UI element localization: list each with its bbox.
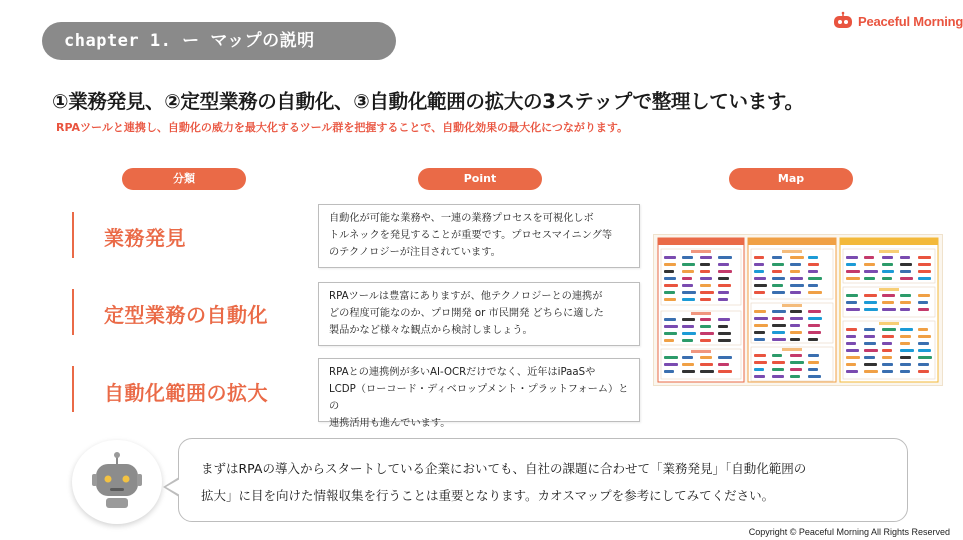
category-label: 自動化範囲の拡大 (104, 381, 268, 405)
map-vendor-logo (790, 375, 800, 378)
map-vendor-logo (918, 335, 931, 338)
map-vendor-logo (918, 370, 929, 373)
map-vendor-logo (882, 328, 896, 331)
category-label: 業務発見 (104, 226, 186, 250)
map-vendor-logo (664, 270, 674, 273)
map-vendor-logo (664, 318, 676, 321)
map-vendor-logo (682, 284, 693, 287)
map-vendor-logo (882, 335, 894, 338)
map-vendor-logo (808, 338, 818, 341)
map-vendor-logo (754, 324, 768, 327)
map-vendor-logo (682, 256, 693, 259)
map-vendor-logo (918, 349, 931, 352)
column-category: 分類 (122, 168, 246, 190)
map-vendor-logo (718, 325, 728, 328)
map-vendor-logo (846, 270, 860, 273)
map-vendor-logo (772, 263, 784, 266)
map-vendor-logo (682, 291, 696, 294)
map-vendor-logo (754, 310, 766, 313)
point-line: LCDP（ローコード・ディベロップメント・プラットフォーム）との (329, 384, 629, 412)
map-vendor-logo (900, 335, 911, 338)
map-vendor-logo (882, 349, 892, 352)
map-vendor-logo (900, 263, 912, 266)
map-vendor-logo (772, 375, 784, 378)
map-vendor-logo (790, 317, 803, 320)
map-vendor-logo (790, 324, 800, 327)
chapter-title: chapter 1. ー マップの説明 (42, 22, 396, 60)
map-vendor-logo (864, 335, 875, 338)
map-vendor-logo (682, 363, 694, 366)
map-vendor-logo (900, 363, 911, 366)
column-point: Point (418, 168, 542, 190)
map-vendor-logo (790, 368, 802, 371)
map-vendor-logo (808, 368, 818, 371)
map-vendor-logo (700, 291, 714, 294)
map-vendor-logo (918, 308, 929, 311)
map-vendor-logo (754, 338, 765, 341)
robot-avatar (72, 440, 162, 524)
map-vendor-logo (882, 270, 894, 273)
map-vendor-logo (846, 370, 858, 373)
map-vendor-logo (808, 375, 821, 378)
map-vendor-logo (772, 368, 784, 371)
map-vendor-logo (772, 331, 785, 334)
map-vendor-logo (808, 256, 818, 259)
map-vendor-logo (772, 317, 784, 320)
map-vendor-logo (882, 370, 893, 373)
map-subsection-label (879, 288, 899, 291)
map-vendor-logo (900, 301, 911, 304)
map-vendor-logo (754, 256, 764, 259)
map-vendor-logo (682, 318, 695, 321)
map-vendor-logo (864, 342, 876, 345)
map-vendor-logo (772, 256, 782, 259)
map-vendor-logo (864, 294, 877, 297)
map-vendor-logo (700, 339, 711, 342)
map-vendor-logo (718, 256, 732, 259)
map-vendor-logo (790, 361, 804, 364)
brand-name: Peaceful Morning (858, 13, 963, 29)
map-vendor-logo (700, 370, 714, 373)
map-vendor-logo (754, 291, 765, 294)
map-vendor-logo (700, 318, 711, 321)
point-line: RPAツールは豊富にありますが、他テクノロジーとの連携が (329, 291, 603, 302)
map-vendor-logo (664, 339, 674, 342)
map-vendor-logo (790, 291, 801, 294)
column-map: Map (729, 168, 853, 190)
speech-bubble (178, 438, 908, 522)
map-subsection-label (879, 250, 899, 253)
map-subsection (751, 303, 833, 343)
map-vendor-logo (808, 291, 822, 294)
map-vendor-logo (790, 277, 803, 280)
point-line: トルネックを発見することが重要です。プロセスマイニング等 (329, 230, 613, 241)
speech-tail-fill (166, 479, 180, 495)
map-vendor-logo (754, 284, 767, 287)
point-line: 自動化が可能な業務や、一連の業務プロセスを可視化しボ (329, 213, 594, 224)
map-subsection-label (691, 250, 711, 253)
map-vendor-logo (918, 294, 930, 297)
point-line: 連携活用も進んでいます。 (329, 418, 451, 429)
map-vendor-logo (846, 256, 858, 259)
map-vendor-logo (664, 356, 678, 359)
point-box (318, 204, 640, 268)
map-vendor-logo (754, 354, 766, 357)
map-vendor-logo (718, 298, 728, 301)
map-subsection-label (691, 312, 711, 315)
map-vendor-logo (718, 291, 729, 294)
map-vendor-logo (772, 324, 786, 327)
map-vendor-logo (808, 361, 819, 364)
map-vendor-logo (790, 310, 802, 313)
map-vendor-logo (754, 331, 765, 334)
map-vendor-logo (754, 317, 768, 320)
map-vendor-logo (846, 363, 856, 366)
headline: ①業務発見、②定型業務の自動化、③自動化範囲の拡大の3ステップで整理しています。 (52, 90, 804, 113)
map-vendor-logo (664, 370, 674, 373)
map-vendor-logo (900, 256, 910, 259)
map-vendor-logo (918, 263, 931, 266)
map-vendor-logo (918, 363, 929, 366)
map-vendor-logo (700, 332, 714, 335)
map-vendor-logo (790, 263, 801, 266)
map-vendor-logo (718, 356, 732, 359)
map-vendor-logo (790, 338, 800, 341)
robot-logo-icon (832, 12, 854, 30)
point-line: RPAとの連携例が多いAI-OCRだけでなく、近年はiPaaSや (329, 367, 596, 378)
map-vendor-logo (900, 356, 911, 359)
map-vendor-logo (754, 361, 767, 364)
map-vendor-logo (864, 370, 878, 373)
map-vendor-logo (918, 328, 928, 331)
map-vendor-logo (700, 363, 713, 366)
map-vendor-logo (900, 328, 913, 331)
map-subsection-label (782, 348, 802, 351)
category-bar (72, 366, 74, 412)
map-vendor-logo (846, 294, 858, 297)
map-vendor-logo (864, 256, 874, 259)
map-vendor-logo (772, 291, 785, 294)
map-vendor-logo (682, 298, 695, 301)
map-vendor-logo (664, 332, 677, 335)
map-vendor-logo (808, 284, 818, 287)
map-vendor-logo (918, 270, 931, 273)
map-vendor-logo (772, 310, 786, 313)
map-vendor-logo (700, 325, 711, 328)
map-vendor-logo (754, 368, 764, 371)
map-vendor-logo (846, 301, 857, 304)
map-section-header (658, 238, 744, 245)
map-vendor-logo (664, 263, 676, 266)
map-vendor-logo (882, 363, 893, 366)
map-vendor-logo (918, 356, 932, 359)
map-vendor-logo (900, 277, 913, 280)
map-vendor-logo (700, 277, 712, 280)
map-vendor-logo (664, 291, 675, 294)
map-vendor-logo (700, 356, 712, 359)
map-vendor-logo (718, 370, 732, 373)
map-vendor-logo (682, 332, 696, 335)
speech-line: まずはRPAの導入からスタートしている企業においても、自社の課題に合わせて「業務発見」「自動化範囲の (201, 461, 807, 476)
map-vendor-logo (700, 263, 710, 266)
robot-icon (72, 440, 162, 524)
map-vendor-logo (754, 375, 765, 378)
map-section-header (748, 238, 836, 245)
map-vendor-logo (790, 354, 802, 357)
map-vendor-logo (846, 308, 860, 311)
map-vendor-logo (846, 335, 856, 338)
map-vendor-logo (846, 342, 856, 345)
map-vendor-logo (918, 277, 931, 280)
map-vendor-logo (772, 338, 786, 341)
map-vendor-logo (718, 318, 730, 321)
brand-logo (832, 12, 963, 30)
map-vendor-logo (682, 325, 694, 328)
map-vendor-logo (864, 277, 875, 280)
map-vendor-logo (918, 256, 931, 259)
map-subsection-label (879, 322, 899, 325)
map-vendor-logo (882, 256, 893, 259)
map-vendor-logo (718, 270, 732, 273)
map-vendor-logo (682, 270, 694, 273)
map-vendor-logo (700, 298, 711, 301)
map-vendor-logo (808, 324, 820, 327)
map-vendor-logo (664, 284, 678, 287)
map-vendor-logo (808, 263, 819, 266)
map-vendor-logo (772, 284, 783, 287)
map-vendor-logo (700, 284, 711, 287)
map-vendor-logo (918, 342, 929, 345)
map-vendor-logo (882, 356, 892, 359)
map-vendor-logo (772, 361, 785, 364)
map-vendor-logo (808, 277, 822, 280)
map-vendor-logo (664, 363, 678, 366)
map-vendor-logo (808, 270, 818, 273)
map-vendor-logo (772, 270, 782, 273)
copyright: Copyright © Peaceful Morning All Rights Reserved (748, 527, 950, 537)
speech-line: 拡大」に目を向けた情報収集を行うことは重要となります。カオスマップを参考にしてみてください。 (201, 488, 775, 503)
map-vendor-logo (846, 356, 860, 359)
map-vendor-logo (864, 301, 877, 304)
chaos-map-thumbnail (653, 234, 943, 386)
map-vendor-logo (900, 270, 911, 273)
map-vendor-logo (846, 277, 860, 280)
map-vendor-logo (864, 349, 878, 352)
category-bar (72, 212, 74, 258)
map-vendor-logo (682, 263, 695, 266)
map-vendor-logo (808, 354, 819, 357)
map-vendor-logo (718, 284, 731, 287)
map-vendor-logo (882, 277, 892, 280)
map-vendor-logo (718, 339, 731, 342)
chaos-map-image (654, 235, 942, 385)
map-vendor-logo (718, 277, 729, 280)
map-vendor-logo (864, 356, 875, 359)
map-vendor-logo (864, 263, 875, 266)
map-vendor-logo (682, 356, 693, 359)
map-subsection-label (782, 304, 802, 307)
map-vendor-logo (754, 270, 764, 273)
map-vendor-logo (846, 263, 856, 266)
map-vendor-logo (700, 256, 712, 259)
map-vendor-logo (664, 298, 676, 301)
map-vendor-logo (846, 328, 857, 331)
map-vendor-logo (718, 263, 729, 266)
point-line: どの程度可能なのか、プロ開発 or 市民開発 どちらに適した (329, 308, 604, 319)
subheadline: RPAツールと連携し、自動化の威力を最大化するツール群を把握することで、自動化効果の最大化につながります。 (56, 121, 629, 134)
map-vendor-logo (808, 317, 822, 320)
map-vendor-logo (882, 301, 894, 304)
map-vendor-logo (900, 294, 911, 297)
map-vendor-logo (682, 370, 695, 373)
map-vendor-logo (790, 331, 802, 334)
map-vendor-logo (772, 277, 785, 280)
map-vendor-logo (882, 294, 895, 297)
category-bar (72, 289, 74, 335)
map-vendor-logo (918, 301, 928, 304)
map-subsection-label (782, 250, 802, 253)
map-vendor-logo (790, 256, 804, 259)
map-vendor-logo (864, 328, 875, 331)
map-vendor-logo (882, 342, 892, 345)
map-vendor-logo (664, 277, 676, 280)
map-vendor-logo (700, 270, 710, 273)
point-line: 製品かなど様々な観点から検討しましょう。 (329, 325, 533, 336)
map-vendor-logo (808, 331, 821, 334)
map-vendor-logo (790, 284, 804, 287)
map-vendor-logo (664, 256, 676, 259)
map-vendor-logo (664, 325, 678, 328)
map-vendor-logo (900, 349, 914, 352)
map-vendor-logo (864, 363, 877, 366)
point-box (318, 282, 640, 346)
map-vendor-logo (900, 342, 910, 345)
map-vendor-logo (718, 363, 729, 366)
map-vendor-logo (882, 308, 896, 311)
map-vendor-logo (790, 270, 800, 273)
map-vendor-logo (864, 270, 878, 273)
map-vendor-logo (900, 370, 910, 373)
map-vendor-logo (718, 332, 731, 335)
map-vendor-logo (808, 310, 821, 313)
map-vendor-logo (682, 277, 692, 280)
map-section-header (840, 238, 938, 245)
map-vendor-logo (900, 308, 910, 311)
map-subsection-label (691, 350, 711, 353)
map-vendor-logo (864, 308, 878, 311)
map-vendor-logo (754, 277, 766, 280)
map-vendor-logo (754, 263, 764, 266)
map-vendor-logo (882, 263, 893, 266)
point-line: のテクノロジーが注目されています。 (329, 247, 501, 258)
category-label: 定型業務の自動化 (104, 303, 268, 327)
map-vendor-logo (772, 354, 782, 357)
map-vendor-logo (846, 349, 859, 352)
point-box (318, 358, 640, 429)
map-vendor-logo (682, 339, 693, 342)
